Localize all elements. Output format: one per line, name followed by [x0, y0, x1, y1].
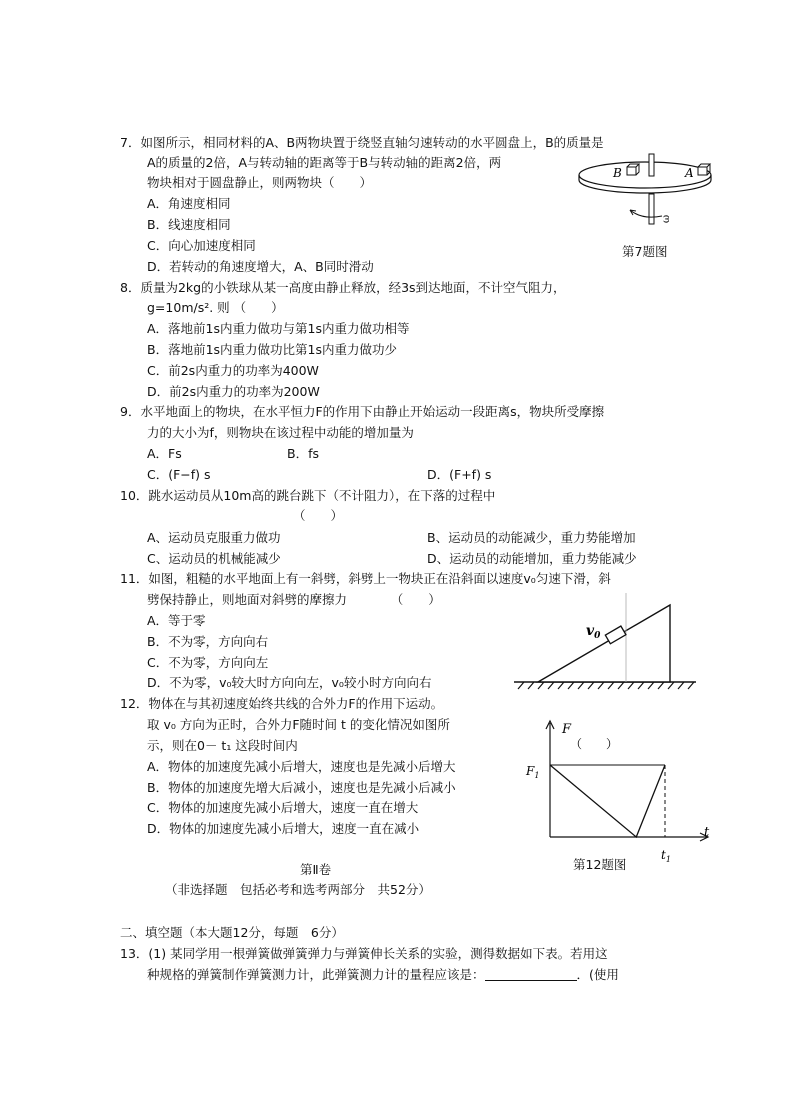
q12-line-3: 示，则在0－ t₁ 这段时间内 [147, 738, 298, 753]
q12-option-d: D．物体的加速度先减小后增大，速度一直在减小 [147, 821, 420, 836]
block-a [698, 167, 707, 175]
q11-option-a: A．等于零 [147, 613, 206, 628]
q8-line-1: 8．质量为2kg的小铁球从某一高度由静止释放，经3s到达地面，不计空气阻力， [120, 280, 566, 295]
q7-option-b: B．线速度相同 [147, 217, 231, 232]
block-b [627, 167, 636, 175]
q11-line-2: 劈保持静止，则地面对斜劈的摩擦力 （ ） [147, 592, 441, 607]
q7-line-3: 物块相对于圆盘静止，则两物块（ ） [147, 175, 373, 190]
axle-top [649, 154, 654, 176]
q11-option-c: C．不为零，方向向左 [147, 655, 269, 670]
q7-line-1: 7．如图所示，相同材料的A、B两物块置于绕竖直轴匀速转动的水平圆盘上，B的质量是 [120, 135, 604, 150]
q12-option-a: A．物体的加速度先减小后增大，速度也是先减小后增大 [147, 759, 456, 774]
q13-line-2-end: ．(使用 [576, 967, 619, 982]
q8-line-2: g=10m/s². 则 （ ） [147, 300, 284, 315]
q10-option-a: A、运动员克服重力做功 [147, 530, 281, 545]
q13-line-2-text: 种规格的弹簧制作弹簧测力计，此弹簧测力计的量程应该是： [147, 967, 485, 982]
q11-option-d: D．不为零，v₀较大时方向向左，v₀较小时方向向右 [147, 675, 432, 690]
q10-option-b: B、运动员的动能减少，重力势能增加 [427, 530, 636, 545]
q12-line-1: 12．物体在与其初速度始终共线的合外力F的作用下运动。 [120, 696, 444, 711]
q11-line-1: 11．如图，粗糙的水平地面上有一斜劈，斜劈上一物块正在沿斜面以速度v₀匀速下滑，斜 [120, 571, 611, 586]
label-omega: ω [661, 214, 672, 223]
q11-option-b: B．不为零，方向向右 [147, 634, 269, 649]
q9-option-a: A．Fs [147, 446, 182, 461]
q12-line-2: 取 v₀ 方向为正时，合外力F随时间 t 的变化情况如图所 [147, 717, 450, 732]
q9-option-c: C．(F−f) s [147, 467, 211, 482]
section2-title: 第Ⅱ卷 [300, 862, 332, 877]
tick-t1-sub: 1 [665, 855, 671, 864]
q7-option-d: D．若转动的角速度增大，A、B同时滑动 [147, 259, 374, 274]
x-axis-label: t [704, 825, 710, 840]
q10-option-d: D、运动员的动能增加，重力势能减少 [427, 551, 637, 566]
tick-f1-sub: 1 [534, 771, 540, 780]
q8-option-d: D．前2s内重力的功率为200W [147, 384, 320, 399]
tick-f1-main: F [526, 764, 535, 778]
q13-line-1: 13．(1) 某同学用一根弹簧做弹簧弹力与弹簧伸长关系的实验，测得数据如下表。若用这 [120, 946, 608, 961]
q10-option-c: C、运动员的机械能减少 [147, 551, 281, 566]
label-b: B [613, 166, 622, 180]
q12-option-b: B．物体的加速度先增大后减小，速度也是先减小后减小 [147, 780, 456, 795]
q10-answer-paren: （ ） [293, 508, 344, 523]
q7-option-c: C．向心加速度相同 [147, 238, 256, 253]
axle-bottom [649, 194, 654, 224]
q13-line-2 [147, 967, 619, 983]
q12-option-c: C．物体的加速度先减小后增大，速度一直在增大 [147, 800, 419, 815]
ground-hatching [518, 682, 694, 689]
v0-label [586, 623, 601, 641]
rotating-disk-figure [570, 150, 720, 232]
q7-figure-caption: 第7题图 [622, 244, 668, 259]
q9-line-1: 9．水平地面上的物块，在水平恒力F的作用下由静止开始运动一段距离s，物块所受摩擦 [120, 404, 605, 419]
v0-sub: 0 [594, 631, 601, 641]
q7-line-2: A的质量的2倍，A与转动轴的距离等于B与转动轴的距离2倍，两 [147, 155, 502, 170]
answer-paren: （ ） [570, 737, 619, 751]
q8-option-a: A．落地前1s内重力做功与第1s内重力做功相等 [147, 321, 410, 336]
fill-in-heading: 二、填空题（本大题12分，每题 6分） [120, 925, 344, 940]
q8-option-b: B．落地前1s内重力做功比第1s内重力做功少 [147, 342, 398, 357]
q9-option-b: B．fs [287, 446, 319, 461]
tick-t1-main: t [661, 848, 666, 862]
q9-option-d: D．(F+f) s [427, 467, 492, 482]
v0-main: v [586, 623, 595, 639]
incline-figure [510, 585, 700, 693]
y-axis-label: F [562, 722, 572, 737]
q13-answer-blank [485, 968, 577, 981]
series-f-t [550, 765, 665, 837]
q7-option-a: A．角速度相同 [147, 196, 231, 211]
section2-subtitle: （非选择题 包括必考和选考两部分 共52分） [165, 882, 431, 897]
wedge [538, 605, 670, 682]
q9-line-2: 力的大小为f，则物块在该过程中动能的增加量为 [147, 425, 414, 440]
q10-line-1: 10．跳水运动员从10m高的跳台跳下（不计阻力），在下落的过程中 [120, 488, 496, 503]
tick-f1 [525, 764, 539, 780]
q8-option-c: C．前2s内重力的功率为400W [147, 363, 319, 378]
q12-figure-caption: 第12题图 [573, 857, 627, 872]
tick-t1 [661, 848, 671, 864]
label-a: A [685, 166, 694, 180]
force-time-chart [518, 715, 718, 865]
